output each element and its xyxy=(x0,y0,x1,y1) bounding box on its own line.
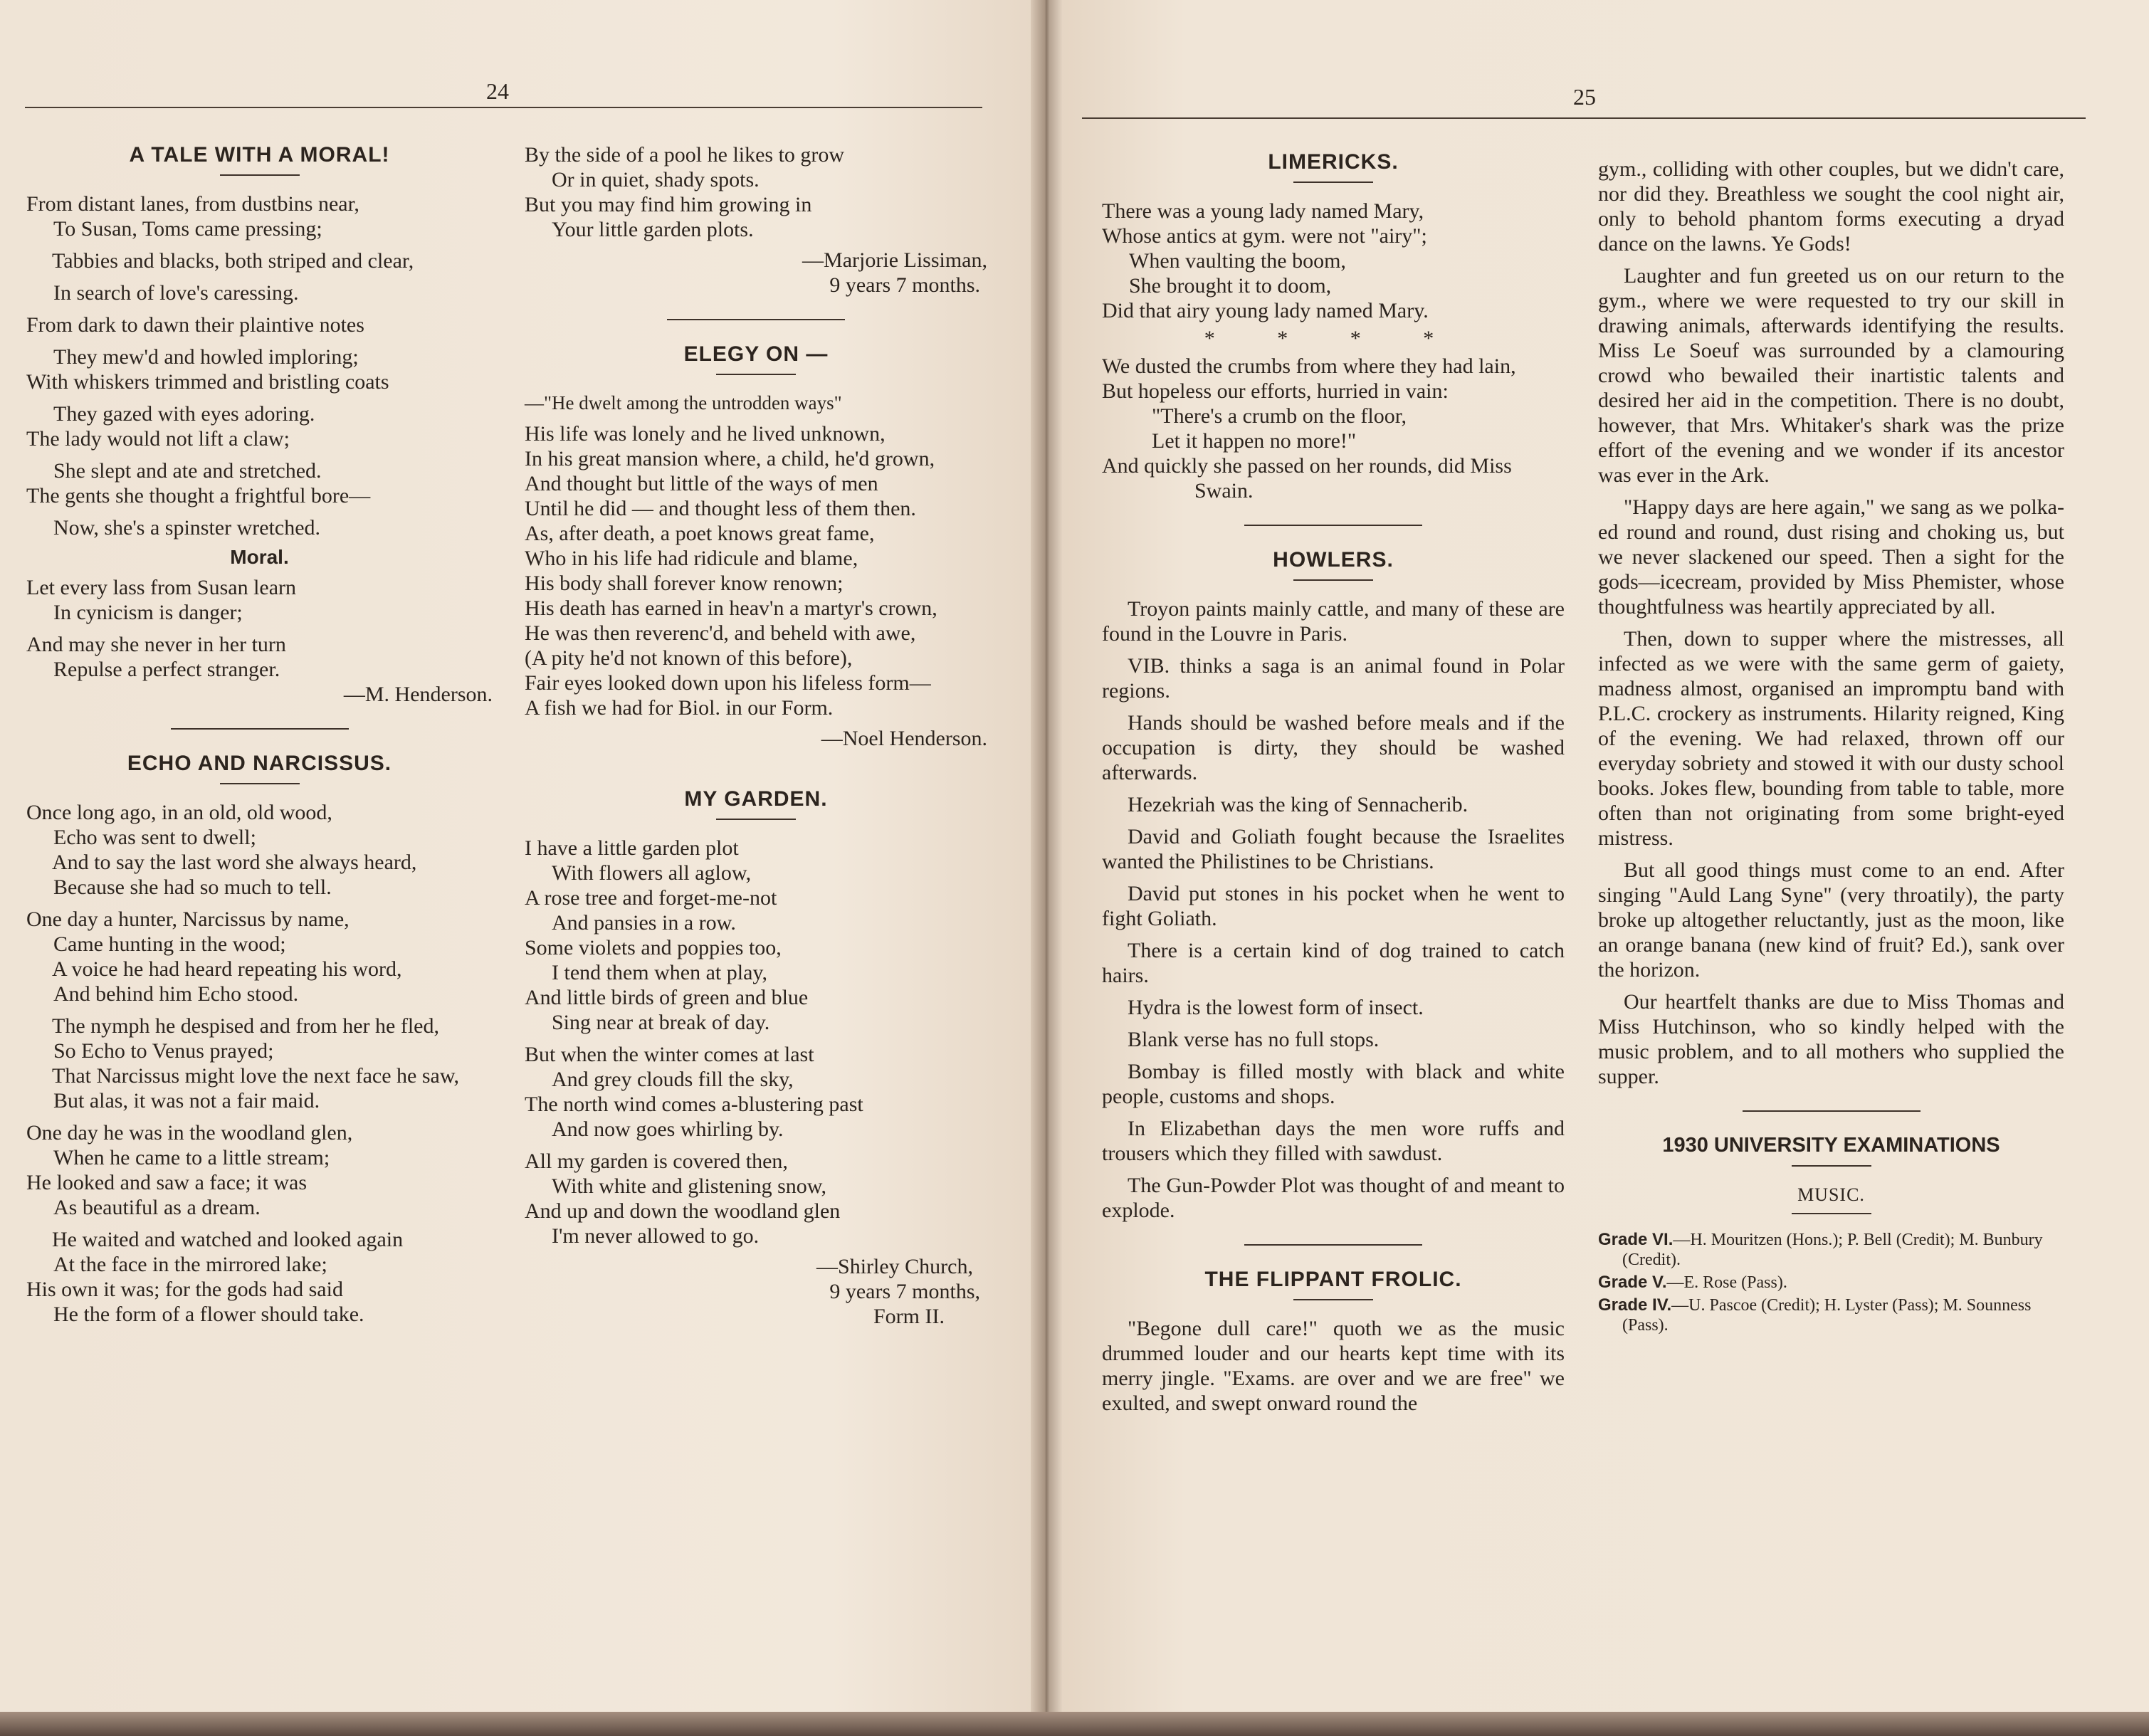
exam-results xyxy=(1598,1230,2064,1335)
verse-line: Now, she's a spinster wretched. xyxy=(53,516,321,540)
verse-line: He was then reverenc'd, and beheld with awe, xyxy=(525,621,916,645)
title-divider xyxy=(716,374,796,375)
grade-results: —E. Rose (Pass). xyxy=(1666,1273,1787,1292)
exam-result-row xyxy=(1598,1230,2064,1270)
howler-item: In Elizabethan days the men wore ruffs and trousers which they filled with sawdust. xyxy=(1102,1117,1565,1165)
howlers-list xyxy=(1102,596,1565,1223)
verse-line: The nymph he despised and from her he fled, xyxy=(52,1014,439,1038)
verse-line: Let every lass from Susan learn xyxy=(26,576,297,599)
verse-line: I tend them when at play, xyxy=(552,961,767,984)
moral-heading: Moral. xyxy=(230,546,289,568)
exam-result-row xyxy=(1598,1295,2064,1335)
verse-line: But you may find him growing in xyxy=(525,193,812,216)
title-divider xyxy=(220,174,300,176)
verse-line: From dark to dawn their plaintive notes xyxy=(26,313,364,337)
grade-label: Grade V. xyxy=(1598,1273,1667,1292)
verse-line: A voice he had heard repeating his word, xyxy=(52,957,402,981)
elegy-title: ELEGY ON — xyxy=(683,342,829,366)
title-divider xyxy=(716,819,796,820)
elegy-author: —Noel Henderson. xyxy=(821,727,987,750)
garden-poem-author: —Shirley Church, xyxy=(816,1255,973,1278)
verse-line: His own it was; for the gods had said xyxy=(26,1278,343,1301)
verse-line: Sing near at break of day. xyxy=(552,1011,770,1034)
verse-line: And behind him Echo stood. xyxy=(53,982,299,1006)
verse-line: He looked and saw a face; it was xyxy=(26,1171,308,1194)
title-divider xyxy=(1293,182,1373,183)
verse-line: They mew'd and howled imploring; xyxy=(53,345,359,369)
limerick-1 xyxy=(1102,199,1565,323)
verse-line: Tabbies and blacks, both striped and clear, xyxy=(52,249,414,273)
frolic-paragraph: Then, down to supper where the mistresses, all infected as we were with the same germ of gaiety, madness almost, organised an impromptu band with P.L.C. crockery as instruments. Hilarity reigned, King of the evening. We had relaxed, thrown off our everyday sobriety and stowed it with our dusty school books. Jokes flew, bounding from table to table, more often than not originating from some bright-eyed mistress. xyxy=(1598,627,2064,850)
verse-line: With whiskers trimmed and bristling coats xyxy=(26,370,389,394)
verse-line: His death has earned in heav'n a martyr's crown, xyxy=(525,596,937,620)
verse-line: By the side of a pool he likes to grow xyxy=(525,143,845,167)
verse-line: Fair eyes looked down upon his lifeless form— xyxy=(525,671,931,695)
section-divider xyxy=(1244,1244,1422,1246)
verse-line: Or in quiet, shady spots. xyxy=(552,168,760,191)
frolic-paragraph: Our heartfelt thanks are due to Miss Thomas and Miss Hutchinson, who so kindly helped with the music problem, and to all mothers who supplied the supper. xyxy=(1598,990,2064,1088)
limerick-separator: * * * * xyxy=(1204,327,1463,350)
verse-line: In his great mansion where, a child, he'd grown, xyxy=(525,447,935,470)
howler-item: Hezekriah was the king of Sennacherib. xyxy=(1128,793,1468,816)
verse-line: And grey clouds fill the sky, xyxy=(552,1068,794,1091)
verse-line: As beautiful as a dream. xyxy=(53,1196,261,1219)
verse-line: Who in his life had ridicule and blame, xyxy=(525,547,858,570)
frolic-paragraph: gym., colliding with other couples, but we didn't care, nor did they. Breathless we sought the cool night air, only to behold phantom forms executing a dryad dance on the lawns. Ye Gods! xyxy=(1598,157,2064,256)
verse-line: They gazed with eyes adoring. xyxy=(53,402,315,426)
author-age: 9 years 7 months, xyxy=(829,1280,980,1303)
verse-line: Until he did — and thought less of them then. xyxy=(525,497,916,520)
howler-item: David put stones in his pocket when he went to fight Goliath. xyxy=(1102,882,1565,930)
verse-line: But alas, it was not a fair maid. xyxy=(53,1089,320,1112)
verse-line: Did that airy young lady named Mary. xyxy=(1102,299,1429,322)
verse-line: She brought it to doom, xyxy=(1129,274,1332,298)
exams-subtitle: MUSIC. xyxy=(1797,1184,1865,1205)
verse-line: His life was lonely and he lived unknown, xyxy=(525,422,886,446)
howler-item: Hydra is the lowest form of insect. xyxy=(1128,996,1424,1019)
verse-line: Let it happen no more!" xyxy=(1152,429,1357,453)
verse-line: To Susan, Toms came pressing; xyxy=(53,217,322,241)
verse-line: And pansies in a row. xyxy=(552,911,736,935)
verse-line: Repulse a perfect stranger. xyxy=(53,658,280,681)
tale-continuation xyxy=(525,142,987,242)
verse-line: Once long ago, in an old, old wood, xyxy=(26,801,332,824)
verse-line: Echo was sent to dwell; xyxy=(53,826,256,849)
verse-line: A rose tree and forget-me-not xyxy=(525,886,777,910)
verse-line: And thought but little of the ways of men xyxy=(525,472,878,495)
section-divider xyxy=(171,728,349,730)
left-column-2 xyxy=(525,142,987,1329)
frolic-title: THE FLIPPANT FROLIC. xyxy=(1204,1268,1462,1291)
page-number-right: 25 xyxy=(1573,84,1596,110)
verse-line: In search of love's caressing. xyxy=(53,281,299,305)
verse-line: "There's a crumb on the floor, xyxy=(1152,404,1407,428)
verse-line: He the form of a flower should take. xyxy=(53,1303,364,1326)
howlers-title: HOWLERS. xyxy=(1273,548,1394,572)
elegy-epigraph: —"He dwelt among the untrodden ways" xyxy=(525,392,842,414)
title-divider xyxy=(220,783,300,784)
right-column-2 xyxy=(1598,157,2064,1338)
verse-line: From distant lanes, from dustbins near, xyxy=(26,192,359,216)
title-divider xyxy=(1293,1299,1373,1300)
tale-verse xyxy=(26,191,493,540)
howler-item: The Gun-Powder Plot was thought of and meant to explode. xyxy=(1102,1174,1565,1222)
section-divider xyxy=(667,319,845,320)
verse-line: He waited and watched and looked again xyxy=(52,1228,404,1251)
header-rule-right xyxy=(1082,117,2086,119)
verse-line: And now goes whirling by. xyxy=(552,1117,784,1141)
book-gutter xyxy=(1031,0,1062,1736)
verse-line: The gents she thought a frightful bore— xyxy=(26,484,371,507)
grade-results: —U. Pascoe (Credit); H. Lyster (Pass); M. Sounness (Pass). xyxy=(1622,1296,2032,1335)
frolic-paragraph: "Begone dull care!" quoth we as the music drummed louder and our hearts kept time with its merry jingle. "Exams. are over and we are free" we exulted, and swept onward round the xyxy=(1102,1317,1565,1415)
echo-verse xyxy=(26,800,493,1327)
verse-line: She slept and ate and stretched. xyxy=(53,459,322,483)
verse-line: But hopeless our efforts, hurried in vain: xyxy=(1102,379,1449,403)
grade-results: —H. Mouritzen (Hons.); P. Bell (Credit); M. Bunbury (Credit). xyxy=(1622,1231,2043,1269)
verse-line: And up and down the woodland glen xyxy=(525,1199,841,1223)
verse-line: There was a young lady named Mary, xyxy=(1102,199,1424,223)
howler-item: David and Goliath fought because the Israelites wanted the Philistines to be Christians. xyxy=(1102,825,1565,873)
author-age: 9 years 7 months. xyxy=(829,273,980,297)
verse-line: In cynicism is danger; xyxy=(53,601,243,624)
verse-line: One day a hunter, Narcissus by name, xyxy=(26,908,350,931)
howler-item: There is a certain kind of dog trained to catch hairs. xyxy=(1102,939,1565,987)
title-divider xyxy=(1792,1213,1871,1214)
verse-line: With flowers all aglow, xyxy=(552,861,752,885)
grade-label: Grade VI. xyxy=(1598,1230,1674,1249)
section-divider xyxy=(1244,525,1422,526)
limericks-title: LIMERICKS. xyxy=(1268,150,1399,174)
howler-item: Bombay is filled mostly with black and white people, customs and shops. xyxy=(1102,1060,1565,1108)
exams-title: 1930 UNIVERSITY EXAMINATIONS xyxy=(1662,1134,2000,1157)
tale-title: A TALE WITH A MORAL! xyxy=(129,143,390,167)
verse-line: Came hunting in the wood; xyxy=(53,932,286,956)
verse-line: At the face in the mirrored lake; xyxy=(53,1253,327,1276)
left-column-1 xyxy=(26,142,493,1327)
moral-verse xyxy=(26,575,493,682)
verse-line: Whose antics at gym. were not "airy"; xyxy=(1102,224,1427,248)
garden-author: —Marjorie Lissiman, xyxy=(802,248,987,272)
limerick-2 xyxy=(1102,354,1565,503)
verse-line: One day he was in the woodland glen, xyxy=(26,1121,353,1145)
frolic-paragraph: "Happy days are here again," we sang as we polka-ed round and round, dust rising and choking us, but we never slackened our speed. Then a sight for the gods—icecream, provided by Miss Phemister, whose thoughtfulness was heartily appreciated by all. xyxy=(1598,495,2064,619)
exam-result-row xyxy=(1598,1273,2064,1293)
verse-line: A fish we had for Biol. in our Form. xyxy=(525,696,834,720)
verse-line: Because she had so much to tell. xyxy=(53,875,332,899)
verse-line: But when the winter comes at last xyxy=(525,1043,814,1066)
verse-line: I'm never allowed to go. xyxy=(552,1224,760,1248)
verse-line: When vaulting the boom, xyxy=(1129,249,1346,273)
verse-line: And quickly she passed on her rounds, did Miss Swain. xyxy=(1102,454,1512,503)
verse-line: As, after death, a poet knows great fame, xyxy=(525,522,875,545)
right-column-1 xyxy=(1102,149,1565,1423)
verse-line: And little birds of green and blue xyxy=(525,986,809,1009)
verse-line: Your little garden plots. xyxy=(552,218,754,241)
page-number-left: 24 xyxy=(486,78,509,104)
verse-line: When he came to a little stream; xyxy=(53,1146,330,1169)
verse-line: That Narcissus might love the next face he saw, xyxy=(52,1064,460,1088)
verse-line: I have a little garden plot xyxy=(525,836,739,860)
verse-line: His body shall forever know renown; xyxy=(525,572,844,595)
verse-line: With white and glistening snow, xyxy=(552,1174,826,1198)
tale-author: —M. Henderson. xyxy=(343,683,493,706)
verse-line: So Echo to Venus prayed; xyxy=(53,1039,274,1063)
section-divider xyxy=(1743,1110,1921,1112)
verse-line: We dusted the crumbs from where they had lain, xyxy=(1102,354,1516,378)
echo-title: ECHO AND NARCISSUS. xyxy=(127,752,392,775)
elegy-verse xyxy=(525,421,987,720)
verse-line: The lady would not lift a claw; xyxy=(26,427,290,451)
page-bottom-edge xyxy=(0,1712,2149,1736)
howler-item: VIB. thinks a saga is an animal found in Polar regions. xyxy=(1102,654,1565,703)
verse-line: The north wind comes a-blustering past xyxy=(525,1093,863,1116)
header-rule-left xyxy=(25,107,982,108)
grade-label: Grade IV. xyxy=(1598,1295,1672,1315)
verse-line: (A pity he'd not known of this before), xyxy=(525,646,853,670)
howler-item: Hands should be washed before meals and if the occupation is dirty, they should be washed afterwards. xyxy=(1102,711,1565,784)
title-divider xyxy=(1792,1165,1871,1167)
frolic-paragraph: Laughter and fun greeted us on our return to the gym., where we were requested to try our skill in drawing animals, afterwards identifying the results. Miss Le Soeuf was surrounded by a clamouring crowd who bewailed their inartistic talents and desired her aid in the competition. There is no doubt, however, that Mrs. Whitaker's shark was the prize effort of the evening and we wonder if its ancestor was ever in the Ark. xyxy=(1598,264,2064,487)
garden-title: MY GARDEN. xyxy=(684,787,828,811)
author-form: Form II. xyxy=(873,1305,945,1328)
frolic-paragraph: But all good things must come to an end. After singing "Auld Lang Syne" (very throatily), the party broke up altogether reluctantly, just as the moon, like an orange banana (new kind of fruit? Ed.), sank over the horizon. xyxy=(1598,858,2064,982)
title-divider xyxy=(1293,579,1373,581)
howler-item: Blank verse has no full stops. xyxy=(1128,1028,1380,1051)
verse-line: And may she never in her turn xyxy=(26,633,286,656)
verse-line: Some violets and poppies too, xyxy=(525,936,782,959)
verse-line: And to say the last word she always heard, xyxy=(52,851,417,874)
howler-item: Troyon paints mainly cattle, and many of these are found in the Louvre in Paris. xyxy=(1102,597,1565,646)
verse-line: All my garden is covered then, xyxy=(525,1150,788,1173)
garden-verse xyxy=(525,836,987,1248)
